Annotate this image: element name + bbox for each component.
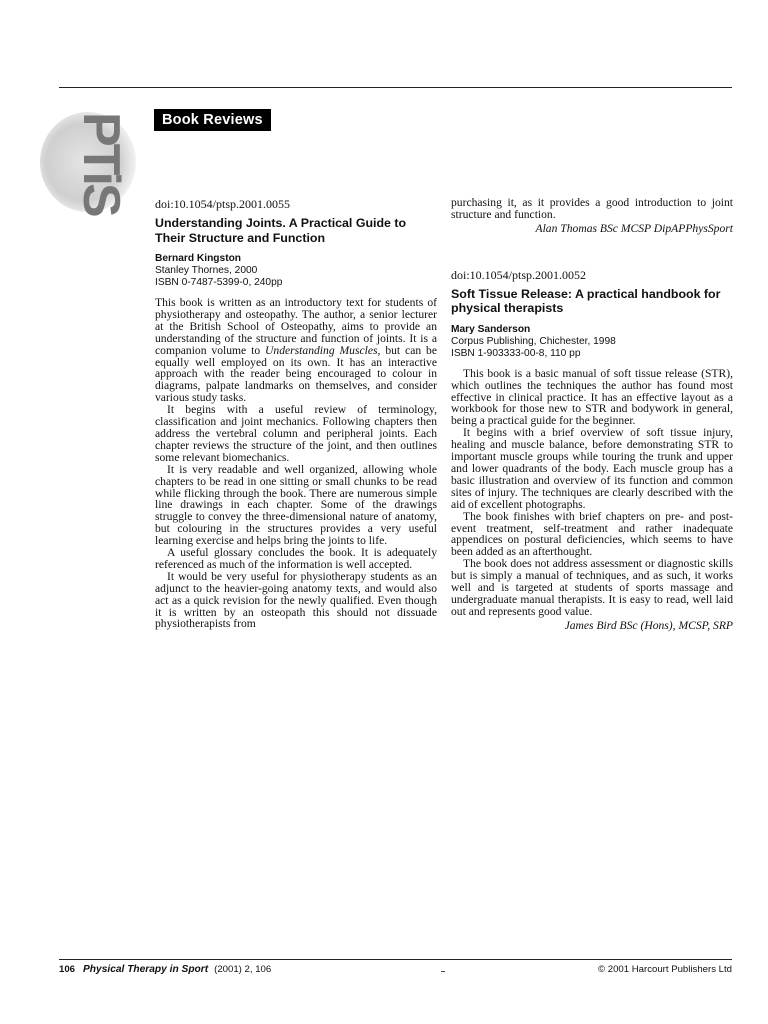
- review-1-paragraph: It is very readable and well organized, allowing whole chapters to be read in one sitting or small chunks to be read while flicking through the book. There are numerous simple line drawings in each chapter. Some of the drawings struggle to convey the three-dimensional nature of anatomy, but colouring in the structures provides a very useful learning exercise and helps bring the joints to life.: [155, 462, 437, 548]
- top-rule: [59, 87, 732, 88]
- review-1: [155, 197, 437, 630]
- bottom-rule: [59, 959, 732, 960]
- journal-issue: (2001) 2, 106: [214, 964, 272, 975]
- review-1-paragraph: [155, 297, 437, 404]
- review-1-p1-text: This book is written as an introductory text for students of physiotherapy and osteopathy. The author, a senior lecturer at the British School of Osteopathy, aims to provide an understanding of the structure and function of joints. It is a companion volume to: [155, 296, 437, 357]
- review-1-continuation: purchasing it, as it provides a good introduction to joint structure and function.: [451, 196, 733, 221]
- review-2-isbn: ISBN 1-903333-00-8, 110 pp: [451, 347, 581, 359]
- review-2-meta: [451, 324, 733, 360]
- review-2-paragraph: The book finishes with brief chapters on pre- and post-event treatment, self-treatment and rather inadequate appendices on postural deficiencies, which seems to have been added as an afterthought.: [451, 509, 733, 559]
- review-1-p1-text-cont: , but can be equally well employed on its own. It has an interactive approach with the reader being encouraged to colour in diagrams, palpate landmarks on themselves, and consider various study tasks.: [155, 343, 437, 405]
- review-2-author: Mary Sanderson: [451, 323, 531, 335]
- section-label: Book Reviews: [154, 109, 271, 131]
- review-2-paragraph: It begins with a brief overview of soft tissue injury, healing and muscle balance, before demonstrating STR to important muscle groups while touring the trunk and upper and lower quadrants of the body. Each muscle group has a basic illustration and overview of its function and common sites of injury. The techniques are clearly described with the aid of excellent photographs.: [451, 426, 733, 511]
- review-2-publisher: Corpus Publishing, Chichester, 1998: [451, 335, 616, 347]
- review-1-publisher: Stanley Thornes, 2000: [155, 265, 258, 276]
- copyright: © 2001 Harcourt Publishers Ltd: [598, 964, 732, 975]
- review-1-doi: doi:10.1054/ptsp.2001.0055: [155, 197, 291, 211]
- page-number: 106: [59, 964, 76, 975]
- right-column: [451, 197, 733, 632]
- logo-text: PTiS: [72, 112, 130, 215]
- review-1-paragraph: A useful glossary concludes the book. It is adequately referenced as much of the information is well accepted.: [155, 546, 437, 571]
- review-2-paragraph: The book does not address assessment or diagnostic skills but is simply a manual of techniques, and as such, it works well and is targeted at students of sports massage and undergraduate manual therapists. It is easy to read, well laid out and represents good value.: [451, 557, 733, 618]
- review-1-signature: Alan Thomas BSc MCSP DipAPPhysSport: [535, 221, 733, 235]
- page-footer: [59, 963, 732, 977]
- review-2-paragraph: This book is a basic manual of soft tissue release (STR), which outlines the techniques the author has found most effective in clinical practice. It has an effective layout as a workbook for those new to STR and bodywork in general, being a practical guide for the beginner.: [451, 366, 733, 428]
- review-1-p1-italic: Understanding Muscles: [265, 343, 378, 357]
- footer-dash: [441, 971, 445, 972]
- review-1-author: Bernard Kingston: [155, 253, 242, 264]
- review-2-title: Soft Tissue Release: A practical handbook for physical therapists: [451, 286, 721, 316]
- review-1-meta: [155, 253, 437, 289]
- review-2: [451, 268, 733, 632]
- review-2-doi: doi:10.1054/ptsp.2001.0052: [451, 267, 587, 282]
- review-2-signature: James Bird BSc (Hons), MCSP, SRP: [564, 618, 733, 632]
- review-1-paragraph: It would be very useful for physiotherapy students as an adjunct to the heavier-going anatomy texts, and would also act as a quick revision for the newly qualified. Even though it is written by an osteopath this should not dissuade physiotherapists from: [155, 569, 437, 631]
- review-1-paragraph: It begins with a useful review of terminology, classification and joint mechanics. Following chapters then address the vertebral column and peripheral joints. Each chapter reviews the structure of the joint, and then outlines some relevant biomechanics.: [155, 403, 437, 464]
- journal-name: Physical Therapy in Sport: [83, 964, 209, 975]
- review-1-title: Understanding Joints. A Practical Guide to Their Structure and Function: [155, 216, 407, 245]
- journal-logo: [40, 108, 140, 216]
- review-1-isbn: ISBN 0-7487-5399-0, 240pp: [155, 277, 283, 288]
